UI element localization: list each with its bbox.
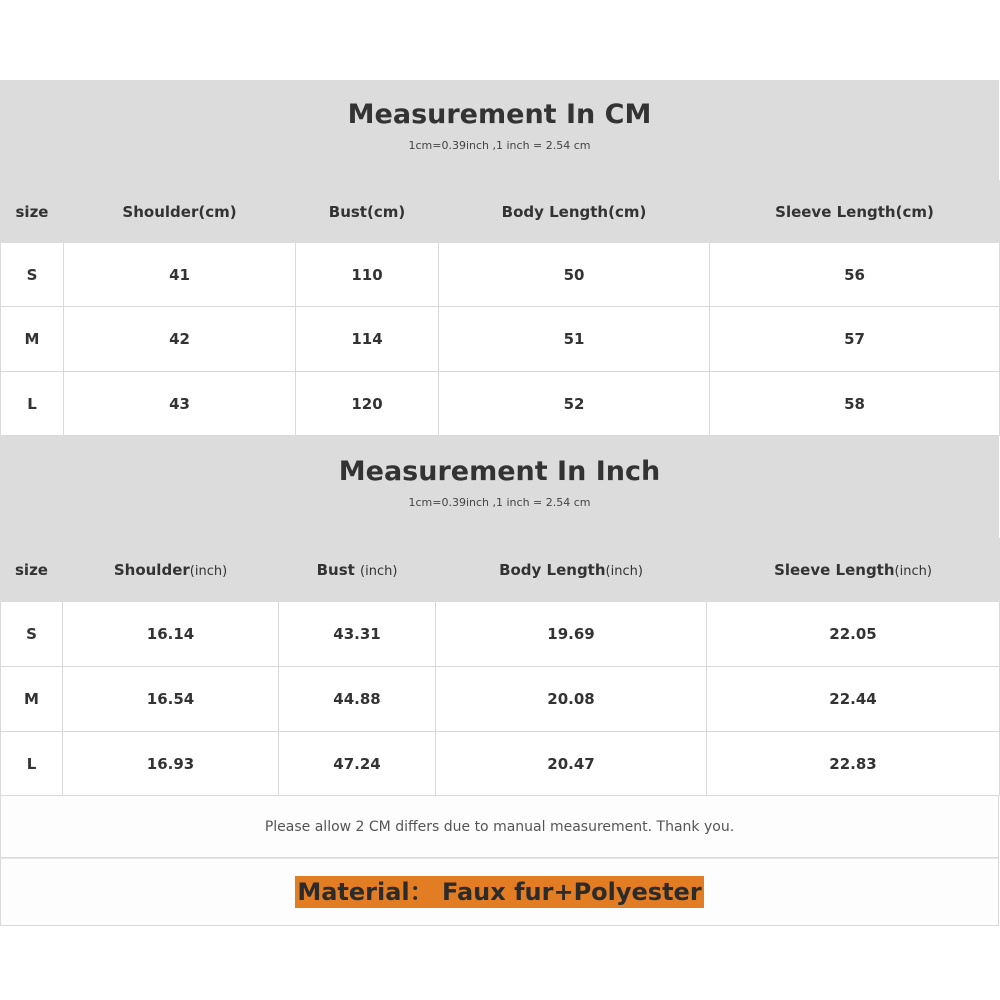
size-cell: S xyxy=(1,602,63,667)
cm-header-shoulder: Shoulder(cm) xyxy=(64,181,296,243)
table-row xyxy=(1,372,1000,436)
body-length-cell: 51 xyxy=(439,307,710,372)
size-cell: M xyxy=(1,667,63,732)
cm-title-block xyxy=(0,80,999,180)
size-cell: S xyxy=(1,243,64,307)
cm-header-body-length: Body Length(cm) xyxy=(439,181,710,243)
inch-title-block xyxy=(0,436,999,538)
shoulder-cell: 16.93 xyxy=(63,732,279,796)
body-length-cell: 19.69 xyxy=(436,602,707,667)
table-row xyxy=(1,602,1000,667)
bust-cell: 43.31 xyxy=(279,602,436,667)
inch-header-body-length: Body Length(inch) xyxy=(436,539,707,602)
body-length-cell: 50 xyxy=(439,243,710,307)
body-length-cell: 20.47 xyxy=(436,732,707,796)
shoulder-cell: 43 xyxy=(64,372,296,436)
inch-table xyxy=(0,538,1000,796)
shoulder-cell: 41 xyxy=(64,243,296,307)
bust-cell: 44.88 xyxy=(279,667,436,732)
sleeve-length-cell: 57 xyxy=(710,307,1000,372)
material-label: Material： Faux fur+Polyester xyxy=(297,878,702,906)
size-chart xyxy=(0,80,999,926)
cm-header-size: size xyxy=(1,181,64,243)
shoulder-cell: 42 xyxy=(64,307,296,372)
cm-header-sleeve-length: Sleeve Length(cm) xyxy=(710,181,1000,243)
cm-table xyxy=(0,180,1000,436)
inch-header-row xyxy=(1,539,1000,602)
bust-cell: 120 xyxy=(296,372,439,436)
inch-conversion-note: 1cm=0.39inch ,1 inch = 2.54 cm xyxy=(408,496,591,509)
table-row xyxy=(1,243,1000,307)
cm-header-bust: Bust(cm) xyxy=(296,181,439,243)
inch-title: Measurement In Inch xyxy=(338,456,661,487)
sleeve-length-cell: 58 xyxy=(710,372,1000,436)
bust-cell: 114 xyxy=(296,307,439,372)
sleeve-length-cell: 56 xyxy=(710,243,1000,307)
inch-header-sleeve-length: Sleeve Length(inch) xyxy=(707,539,1000,602)
body-length-cell: 20.08 xyxy=(436,667,707,732)
inch-header-size: size xyxy=(1,539,63,602)
cm-conversion-note: 1cm=0.39inch ,1 inch = 2.54 cm xyxy=(408,139,591,152)
cm-header-row xyxy=(1,181,1000,243)
bust-cell: 47.24 xyxy=(279,732,436,796)
sleeve-length-cell: 22.44 xyxy=(707,667,1000,732)
table-row xyxy=(1,307,1000,372)
material-row xyxy=(0,858,999,926)
size-cell: L xyxy=(1,732,63,796)
size-cell: M xyxy=(1,307,64,372)
sleeve-length-cell: 22.05 xyxy=(707,602,1000,667)
size-cell: L xyxy=(1,372,64,436)
table-row xyxy=(1,667,1000,732)
inch-header-bust: Bust (inch) xyxy=(279,539,436,602)
inch-header-shoulder: Shoulder(inch) xyxy=(63,539,279,602)
sleeve-length-cell: 22.83 xyxy=(707,732,1000,796)
measurement-disclaimer: Please allow 2 CM differs due to manual measurement. Thank you. xyxy=(0,796,999,858)
table-row xyxy=(1,732,1000,796)
shoulder-cell: 16.54 xyxy=(63,667,279,732)
bust-cell: 110 xyxy=(296,243,439,307)
shoulder-cell: 16.14 xyxy=(63,602,279,667)
body-length-cell: 52 xyxy=(439,372,710,436)
cm-title: Measurement In CM xyxy=(347,99,652,130)
